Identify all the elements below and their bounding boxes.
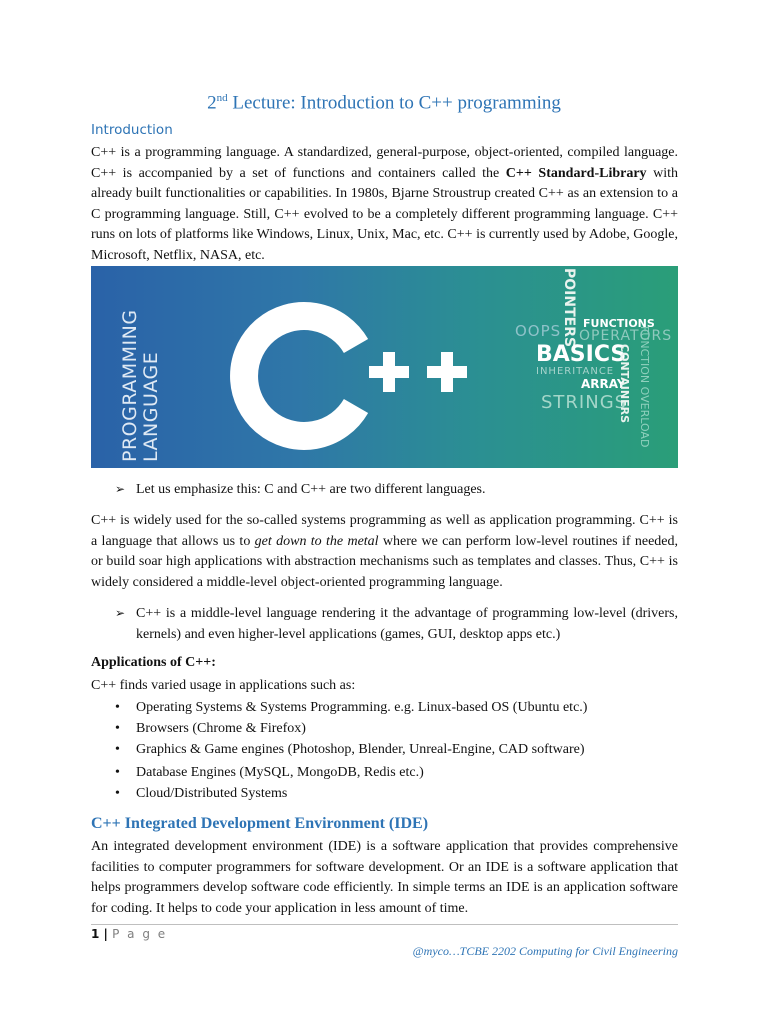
list-item: • Cloud/Distributed Systems: [115, 783, 287, 804]
word-function-overload: FUNCTION OVERLOAD: [638, 326, 651, 448]
footer-divider: [91, 924, 678, 925]
introduction-paragraph: C++ is a programming language. A standardized, general-purpose, object-oriented, compiled language. C++ is accompanied by a set of functions and containers called the C++ Standard-Library with already built functionalities or capabilities. In 1980s, Bjarne Stroustrup created C++ as an extension to a C programming language. Still, C++ evolved to be a completely different programming language. C++ runs on lots of platforms like Windows, Linux, Unix, Mac, etc. C++ is currently used by Adobe, Google, Microsoft, Netflix, NASA, etc.: [91, 145, 678, 263]
bullet-dot-icon: •: [115, 700, 120, 715]
arrow-bullet-icon: ➢: [115, 482, 126, 496]
word-inheritance: INHERITANCE: [536, 366, 615, 377]
ide-paragraph: An integrated development environment (IDE) is a software application that provides comprehensive facilities to computer programmers for software development. Or an IDE is a software application that helps programmers develop software code efficiently. In simple terms an IDE is an application software for coding. It helps to code your application in less amount of time.: [91, 839, 678, 916]
list-item: • Database Engines (MySQL, MongoDB, Redis etc.): [115, 762, 424, 783]
word-basics: BASICS: [536, 342, 627, 367]
word-oops: OOPS: [515, 322, 562, 340]
word-pointers: POINTERS: [561, 268, 577, 348]
bullet-dot-icon: •: [115, 742, 120, 757]
list-item: • Graphics & Game engines (Photoshop, Blender, Unreal-Engine, CAD software): [115, 739, 585, 760]
page-number: 1 | P a g e: [91, 927, 168, 941]
banner-vertical-text: PROGRAMMING LANGUAGE: [119, 309, 162, 462]
middle-level-bullet: ➢ C++ is a middle-level language rendering it the advantage of programming low-level (drivers, kernels) and even higher-level applications (games, GUI, desktop apps etc.): [115, 603, 678, 645]
page-title: 2nd Lecture: Introduction to C++ programming: [207, 92, 561, 114]
word-array: ARRAY: [581, 377, 626, 391]
applications-lead: C++ finds varied usage in applications such as:: [91, 678, 356, 693]
ide-heading: C++ Integrated Development Environment (IDE): [91, 815, 429, 832]
word-strings: STRINGS: [541, 392, 628, 413]
list-item: • Browsers (Chrome & Firefox): [115, 718, 306, 739]
introduction-heading: Introduction: [91, 122, 173, 138]
emphasis-bullet: ➢ Let us emphasize this: C and C++ are two different languages.: [115, 479, 678, 500]
bullet-dot-icon: •: [115, 786, 120, 801]
applications-heading: Applications of C++:: [91, 655, 216, 670]
word-containers: CONTAINERS: [618, 344, 631, 423]
cpp-banner-image: [91, 266, 678, 468]
course-footer: @myco…TCBE 2202 Computing for Civil Engineering: [412, 944, 678, 958]
bullet-dot-icon: •: [115, 765, 120, 780]
word-functions: FUNCTIONS: [583, 317, 655, 330]
bullet-dot-icon: •: [115, 721, 120, 736]
arrow-bullet-icon: ➢: [115, 606, 126, 620]
word-operators: OPERATORS: [579, 328, 673, 344]
systems-programming-paragraph: C++ is widely used for the so-called systems programming as well as application programming. C++ is a language that allows us to get down to the metal where we can perform low-level routines if needed, or build soar high applications with abstraction mechanisms such as templates and classes. Thus, C++ is widely considered a middle-level object-oriented programming language.: [91, 513, 678, 590]
list-item: • Operating Systems & Systems Programming. e.g. Linux-based OS (Ubuntu etc.): [115, 697, 587, 718]
